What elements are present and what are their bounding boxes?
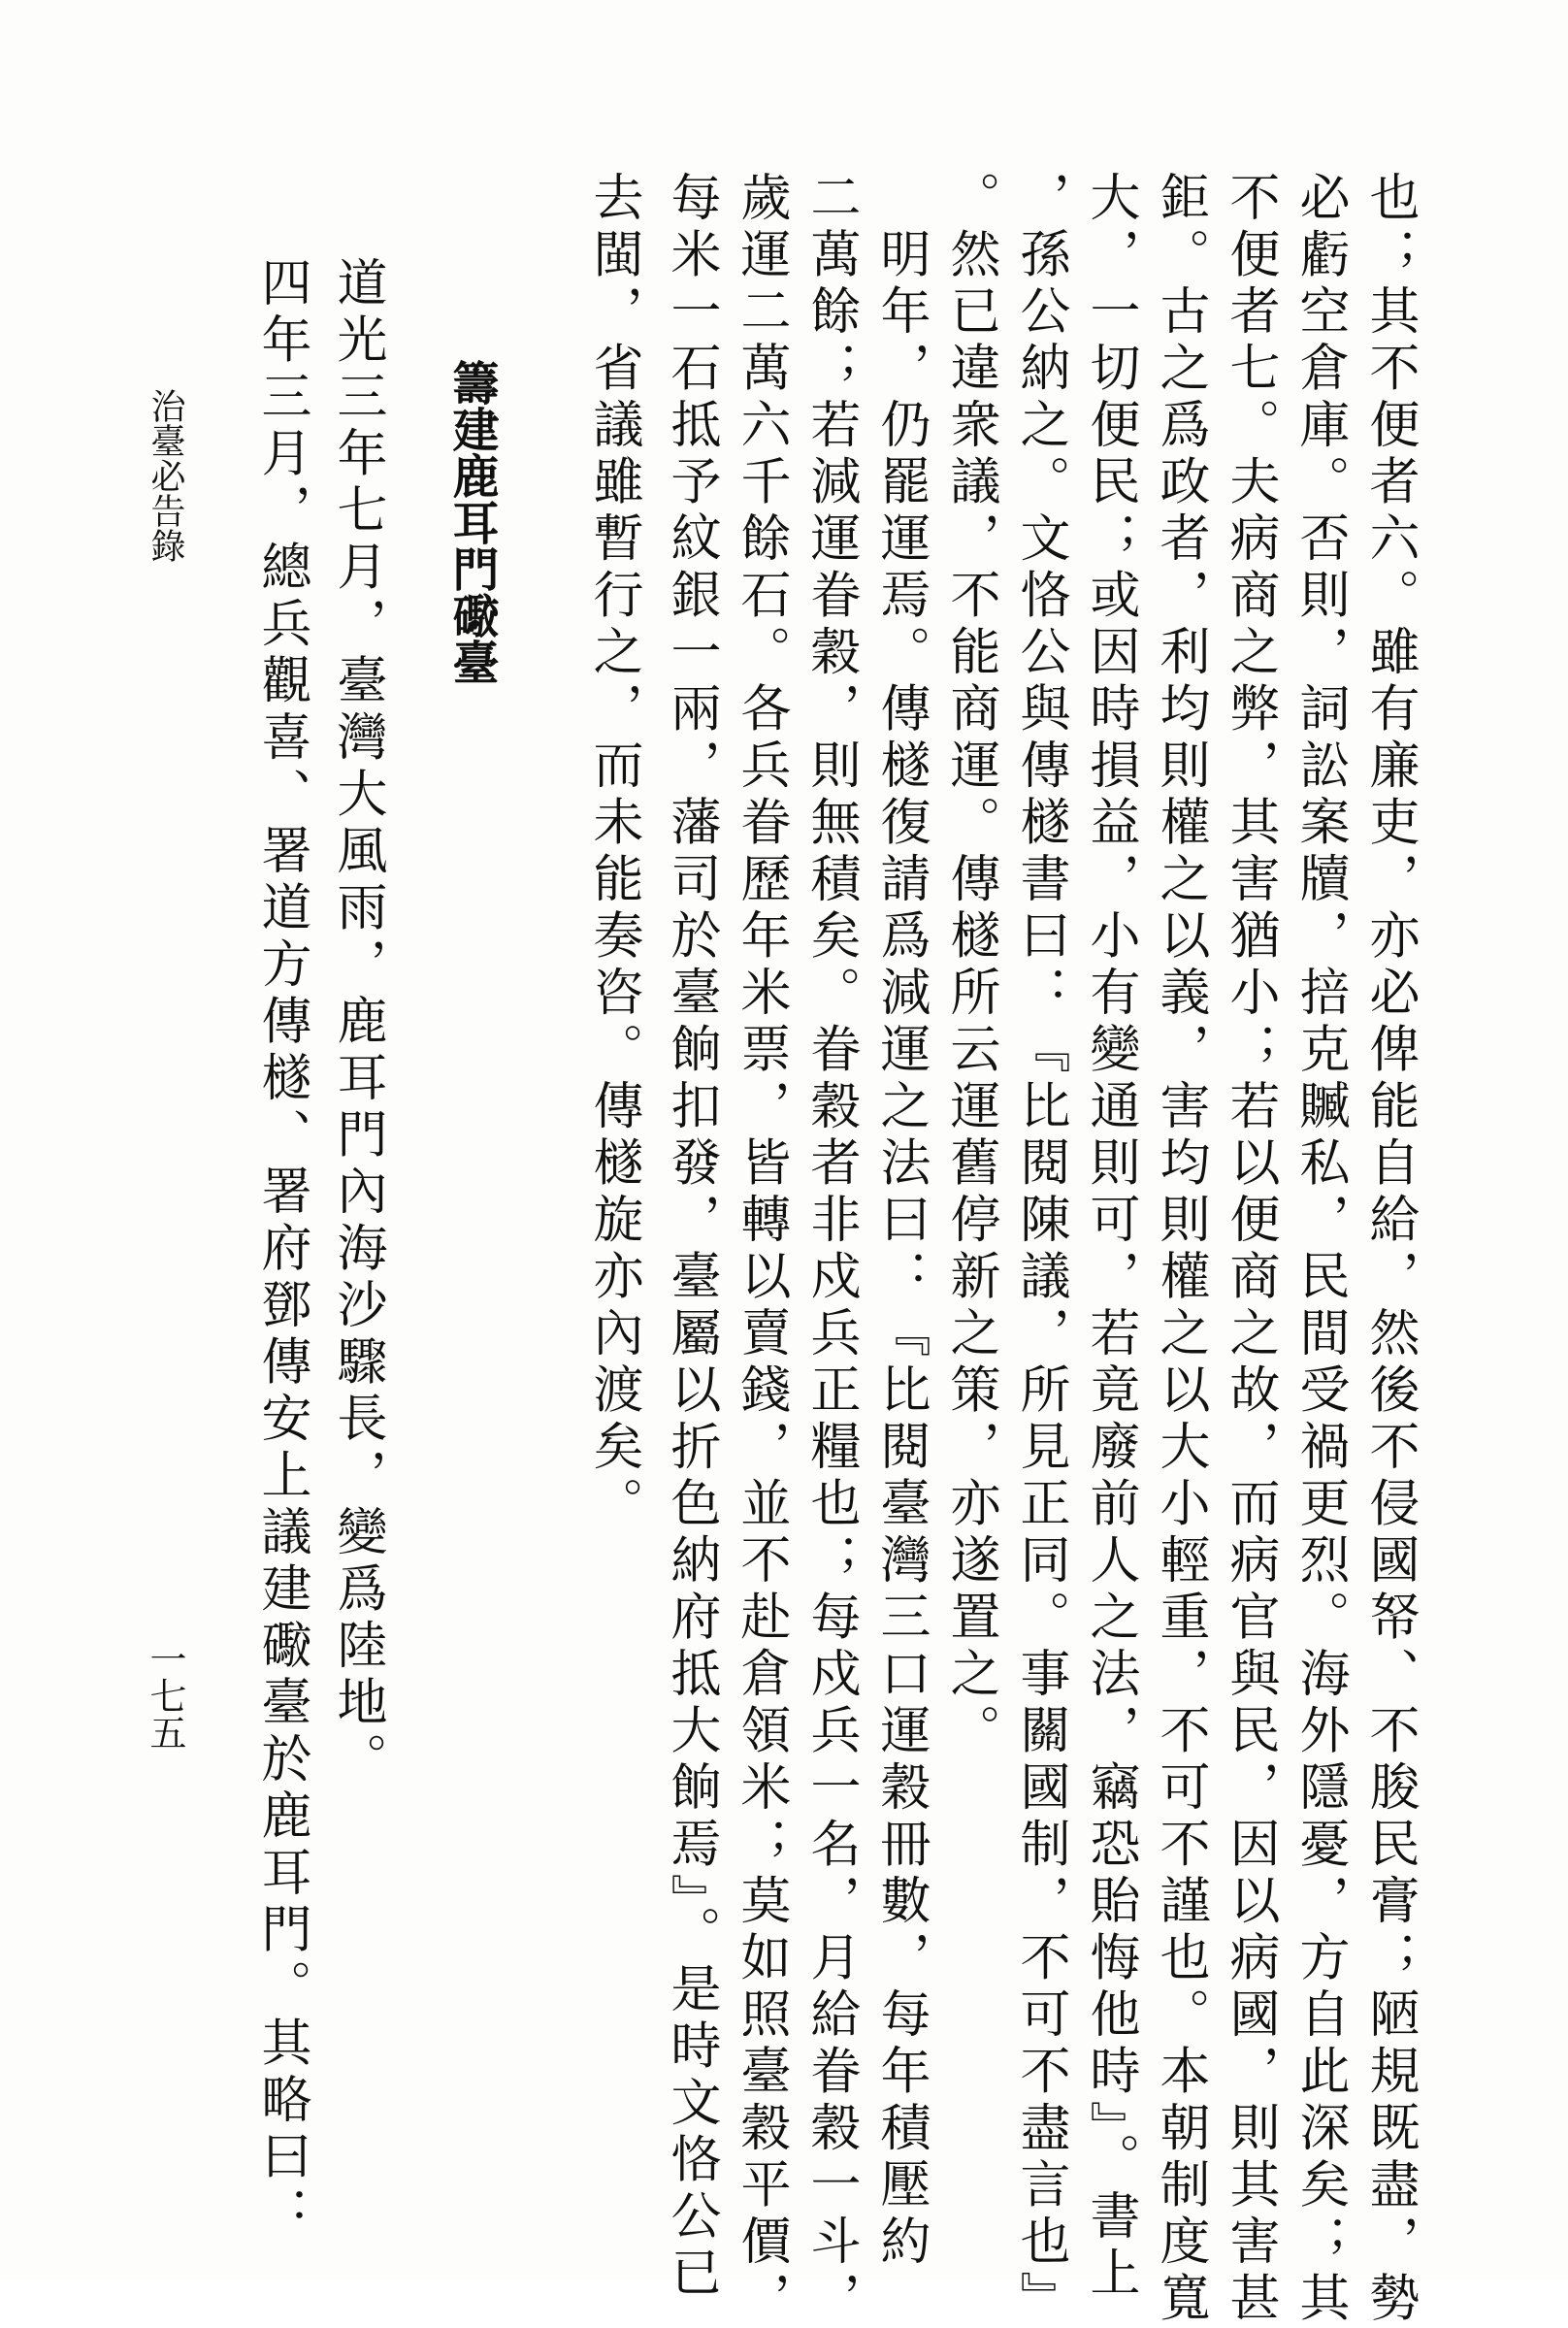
text-column-13: 道光三年七月，臺灣大風雨，鹿耳門內海沙驟長，變爲陸地。	[328, 256, 386, 1789]
page-number: 一七五	[144, 1640, 186, 1751]
text-column-4: 鉅。古之爲政者，利均則權之以義，害均則權之以大小輕重，不可不謹也。本朝制度寬	[1151, 171, 1209, 2328]
text-column-11: 每米一石抵予紋銀一兩，藩司於臺餉扣發，臺屬以折色納府抵大餉焉』。是時文恪公已	[662, 171, 720, 2303]
text-column-9: 二萬餘；若減運眷穀，則無積矣。眷穀者非戍兵正糧也；每戍兵一名，月給眷穀一斗，	[801, 171, 860, 2328]
text-column-8: 明年，仍罷運焉。傳檖復請爲減運之法曰：『比閱臺灣三口運穀冊數，每年積壓約	[871, 171, 930, 2272]
book-title-header: 治臺必告錄	[146, 388, 185, 563]
text-column-7: 。然已違衆議，不能商運。傳檖所云運舊停新之策，亦遂置之。	[941, 171, 999, 1760]
text-column-3: 不便者七。夫病商之弊，其害猶小；若以便商之故，而病官與民，因以病國，則其害甚	[1221, 171, 1279, 2328]
text-column-12: 去閩，省議雖暫行之，而未能奏咨。傳檖旋亦內渡矣。	[584, 171, 642, 1533]
text-column-6: ，孫公納之。文恪公與傳檖書曰：『比閱陳議，所見正同。事關國制，不可不盡言也』	[1011, 171, 1069, 2328]
text-column-14: 四年三月，總兵觀喜、署道方傳檖、署府鄧傳安上議建礮臺於鹿耳門。其略曰：	[252, 256, 310, 2244]
text-column-10: 歲運二萬六千餘石。各兵眷歷年米票，皆轉以賣錢，並不赴倉領米；莫如照臺穀平價，	[732, 171, 790, 2328]
text-column-2: 必虧空倉庫。否則，詞訟案牘，掊克贓私，民間受禍更烈。海外隱憂，方自此深矣；其	[1290, 171, 1349, 2328]
section-heading: 籌建鹿耳門礮臺	[444, 359, 499, 685]
text-column-5: 大，一切便民；或因時損益，小有變通則可，若竟廢前人之法，竊恐貽悔他時』。書上	[1081, 171, 1139, 2303]
text-column-1: 也；其不便者六。雖有廉吏，亦必俾能自給，然後不侵國帑、不朘民膏；陋規既盡，勢	[1360, 171, 1419, 2328]
